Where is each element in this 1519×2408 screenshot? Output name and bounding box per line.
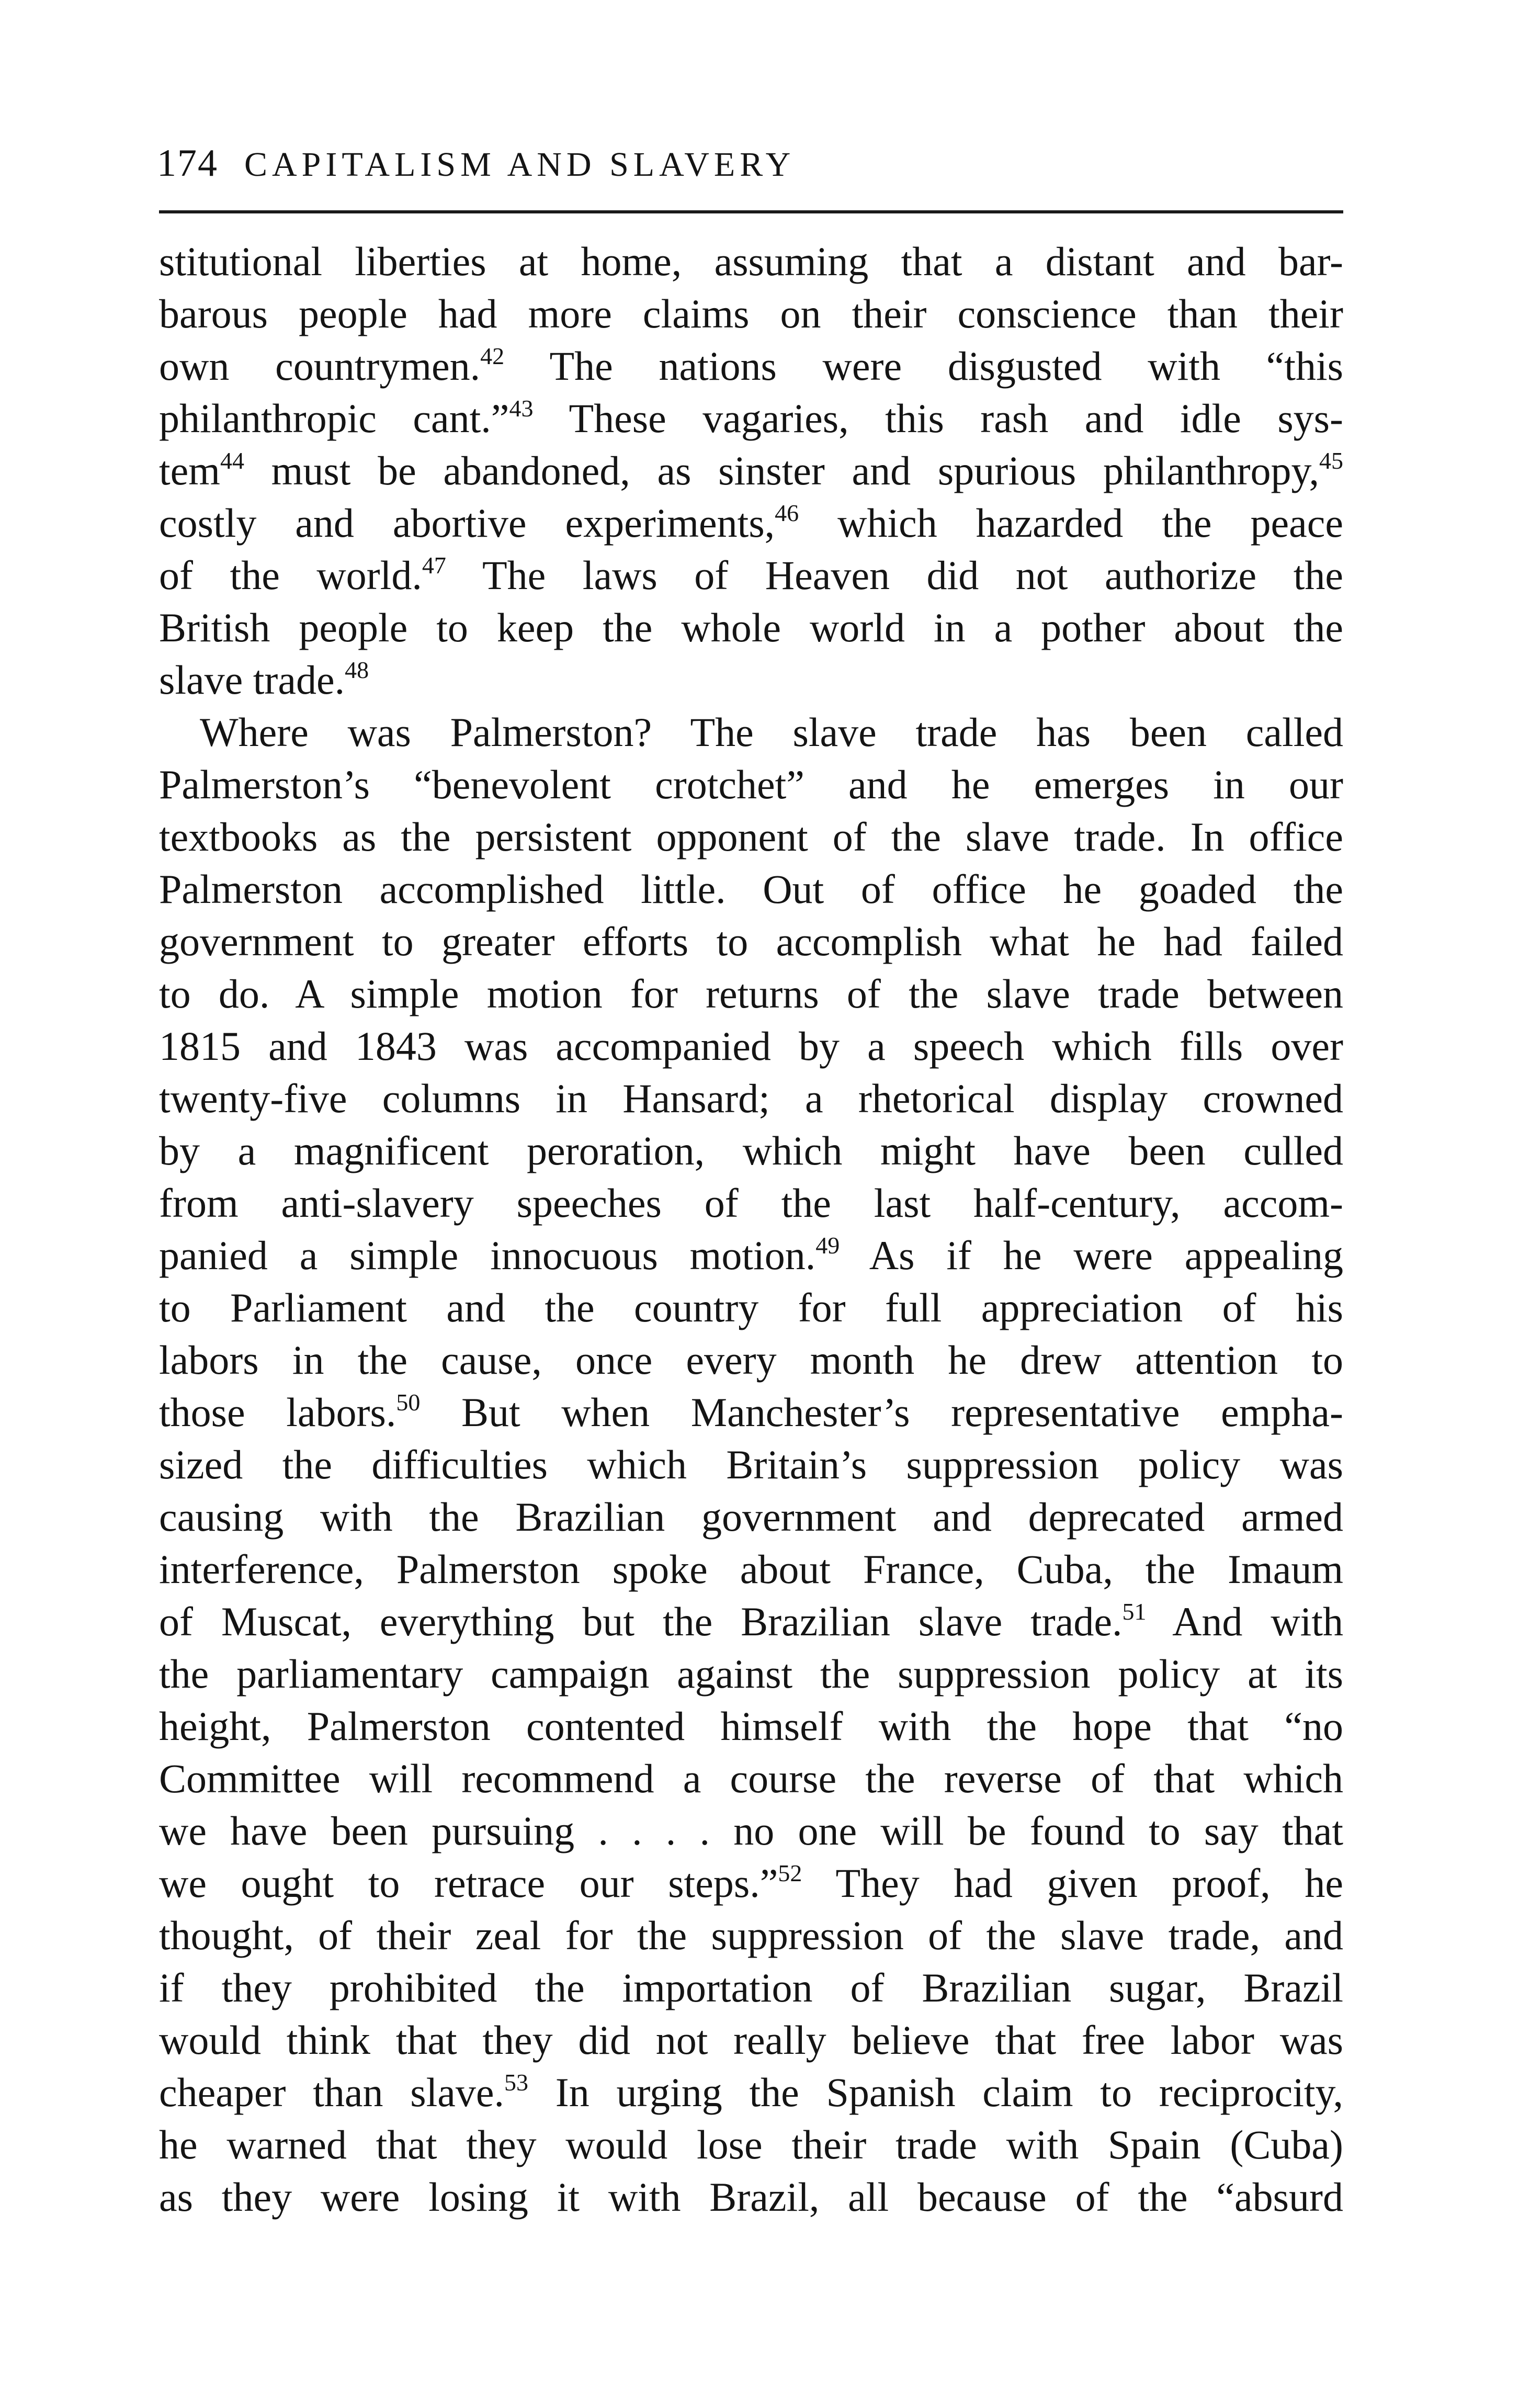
text-line: 1815 and 1843 was accompanied by a speech which fills over	[159, 1023, 1343, 1069]
text-line: own countrymen.$^{42}$ The nations were disgusted with “this	[159, 343, 1343, 389]
text-line: sized the difficulties which Britain’s suppression policy was	[159, 1442, 1343, 1487]
text-line: philanthropic cant.”$^{43}$ These vagaries, this rash and idle sys-	[159, 395, 1343, 441]
footnote-ref: 44	[220, 447, 244, 474]
text-line: from anti-slavery speeches of the last half-century, accom-	[159, 1180, 1343, 1226]
text-line: textbooks as the persistent opponent of the slave trade. In office	[159, 814, 1343, 860]
text-line: Palmerston’s “benevolent crotchet” and he emerges in our	[159, 762, 1343, 807]
text-line: of the world.$^{47}$ The laws of Heaven did not authorize the	[159, 552, 1343, 598]
footnote-ref: 53	[504, 2069, 529, 2096]
text-line: he warned that they would lose their trade with Spain (Cuba)	[159, 2122, 1343, 2167]
text-line: if they prohibited the importation of Brazilian sugar, Brazil	[159, 1965, 1343, 2010]
footnote-ref: 45	[1319, 447, 1343, 474]
footnote-ref: 42	[480, 343, 505, 369]
footnote-ref: 43	[509, 395, 534, 422]
text-line: of Muscat, everything but the Brazilian slave trade.$^{51}$ And with	[159, 1598, 1343, 1644]
text-line: we ought to retrace our steps.”$^{52}$ They had given proof, he	[159, 1860, 1343, 1906]
header-rule	[159, 210, 1343, 213]
text-line: height, Palmerston contented himself with the hope that “no	[159, 1703, 1343, 1749]
text-line: would think that they did not really believe that free labor was	[159, 2017, 1343, 2063]
footnote-ref: 48	[345, 657, 369, 683]
text-line: costly and abortive experiments,$^{46}$ which hazarded the peace	[159, 500, 1343, 546]
text-line: as they were losing it with Brazil, all because of the “absurd	[159, 2174, 1343, 2220]
text-line: to do. A simple motion for returns of the slave trade between	[159, 971, 1343, 1016]
text-line: the parliamentary campaign against the suppression policy at its	[159, 1651, 1343, 1697]
text-line: panied a simple innocuous motion.$^{49}$ As if he were appealing	[159, 1232, 1343, 1278]
text-line: tem$^{44}$ must be abandoned, as sinster and spurious philanthropy,$^{45}$	[159, 447, 1343, 493]
footnote-ref: 52	[778, 1860, 802, 1886]
footnote-ref: 49	[815, 1232, 840, 1259]
running-head	[157, 141, 1360, 194]
footnote-ref: 51	[1122, 1598, 1147, 1625]
text-line: those labors.$^{50}$ But when Manchester’s representative empha-	[159, 1389, 1343, 1435]
text-line: cheaper than slave.$^{53}$ In urging the Spanish claim to reciprocity,	[159, 2069, 1343, 2115]
running-title: CAPITALISM AND SLAVERY	[244, 145, 796, 184]
footnote-ref: 50	[396, 1389, 421, 1416]
text-line: Committee will recommend a course the reverse of that which	[159, 1756, 1343, 1801]
text-line: interference, Palmerston spoke about France, Cuba, the Imaum	[159, 1546, 1343, 1592]
text-line: thought, of their zeal for the suppression of the slave trade, and	[159, 1913, 1343, 1958]
footnote-ref: 46	[775, 500, 799, 526]
text-line: slave trade.$^{48}$	[159, 657, 369, 703]
text-line: British people to keep the whole world in a pother about the	[159, 605, 1343, 650]
text-line: government to greater efforts to accomplish what he had failed	[159, 919, 1343, 964]
page-number: 174	[157, 142, 218, 185]
text-line: barous people had more claims on their conscience than their	[159, 291, 1343, 336]
text-line: labors in the cause, once every month he drew attention to	[159, 1337, 1343, 1383]
text-line: stitutional liberties at home, assuming that a distant and bar-	[159, 239, 1343, 284]
footnote-ref: 47	[422, 552, 446, 579]
text-line: causing with the Brazilian government and deprecated armed	[159, 1494, 1343, 1540]
text-line: to Parliament and the country for full appreciation of his	[159, 1285, 1343, 1330]
text-line: Where was Palmerston? The slave trade has been called	[200, 709, 1343, 755]
text-line: twenty-five columns in Hansard; a rhetorical display crowned	[159, 1076, 1343, 1121]
body-text	[159, 235, 1343, 2223]
text-line: Palmerston accomplished little. Out of office he goaded the	[159, 866, 1343, 912]
text-line: we have been pursuing . . . . no one will be found to say that	[159, 1808, 1343, 1853]
text-line: by a magnificent peroration, which might have been culled	[159, 1128, 1343, 1173]
